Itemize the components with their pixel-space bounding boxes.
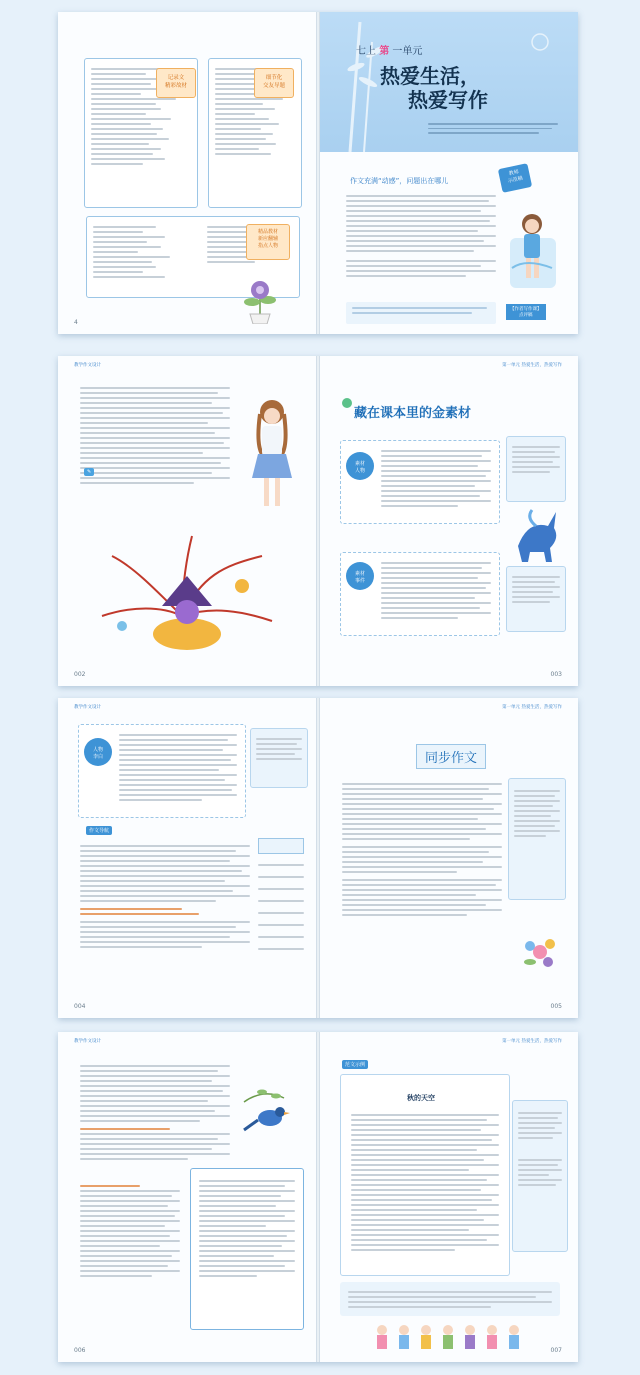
guide-left-page — [58, 698, 316, 1018]
clover-icon — [342, 398, 352, 408]
material-right-page — [320, 356, 578, 686]
comment-box — [512, 1100, 568, 1252]
section-tag: 作文导航 — [86, 826, 112, 835]
book-spread-3 — [58, 698, 578, 1018]
essay-box — [340, 1074, 510, 1276]
tip-box-2 — [506, 566, 566, 632]
unit-title-banner — [320, 12, 578, 152]
unit-title-line2: 热爱写作 — [408, 88, 488, 112]
table-of-contents-page — [58, 12, 316, 334]
figure-caption: 【作者写作课】 点评稿 — [506, 304, 546, 320]
book-spread-1 — [58, 12, 578, 334]
page-header: 第一单元 热爱生活，热爱写作 — [502, 1039, 562, 1044]
section-tag: ✎ — [84, 468, 94, 476]
unit-label: 七上 第 一单元 — [356, 46, 423, 57]
mind-map-illustration — [92, 526, 282, 656]
bird-illustration — [240, 1082, 302, 1142]
unicorn-illustration — [508, 506, 564, 566]
girl-illustration — [504, 208, 564, 304]
teacher-demo-badge: 教师 示范稿 — [498, 163, 532, 193]
page-number: 005 — [550, 1003, 562, 1010]
essay-right-page — [320, 1032, 578, 1362]
student-girl-illustration — [244, 396, 300, 516]
material-title: 藏在课本里的金素材 — [354, 406, 472, 421]
page-header: 第一单元 热爱生活，热爱写作 — [502, 363, 562, 368]
notes-area — [258, 838, 304, 988]
flower-illustration — [518, 930, 562, 974]
essay-left-page — [58, 1032, 316, 1362]
summary-box — [340, 1282, 560, 1316]
badge-record-essay: 记录文 精彩故材 — [156, 68, 196, 98]
material-label-li-bai: 人物 李白 — [84, 738, 112, 766]
page-header: 教学作文设计 — [74, 363, 101, 368]
page-number: 006 — [74, 1347, 86, 1354]
page-header: 教学作文设计 — [74, 1039, 101, 1044]
section-title: 作文充满“动感”，问题出在哪儿 — [350, 177, 449, 185]
sync-essay-title: 同步作文 — [416, 744, 486, 769]
section-tag: 范文示例 — [342, 1060, 368, 1069]
unit-title-line1: 热爱生活， — [380, 64, 480, 88]
material-left-page — [58, 356, 316, 686]
comment-box — [190, 1168, 304, 1330]
sync-essay-page — [320, 698, 578, 1018]
badge-character-essay: 精品教材 新应翻辅 指点人物 — [246, 224, 290, 260]
highlight-box — [346, 302, 496, 324]
book-spread-4 — [58, 1032, 578, 1362]
page-number: 003 — [550, 671, 562, 678]
children-illustration — [370, 1320, 530, 1350]
essay-title: 秋的天空 — [407, 1094, 435, 1102]
page-number: 4 — [74, 319, 78, 326]
page-number: 002 — [74, 671, 86, 678]
page-number: 004 — [74, 1003, 86, 1010]
unit-cover-page — [320, 12, 578, 334]
material-label-2: 素材 事件 — [346, 562, 374, 590]
material-label-1: 素材 人物 — [346, 452, 374, 480]
book-spread-2 — [58, 356, 578, 686]
tip-box-1 — [506, 436, 566, 502]
page-header: 教学作文设计 — [74, 705, 101, 710]
badge-friend-essay: 细节化 交友导题 — [254, 68, 294, 98]
page-header: 第一单元 热爱生活，热爱写作 — [502, 705, 562, 710]
flower-pot-illustration — [238, 270, 282, 324]
page-number: 007 — [550, 1347, 562, 1354]
tip-box — [250, 728, 308, 788]
comment-box — [508, 778, 566, 900]
